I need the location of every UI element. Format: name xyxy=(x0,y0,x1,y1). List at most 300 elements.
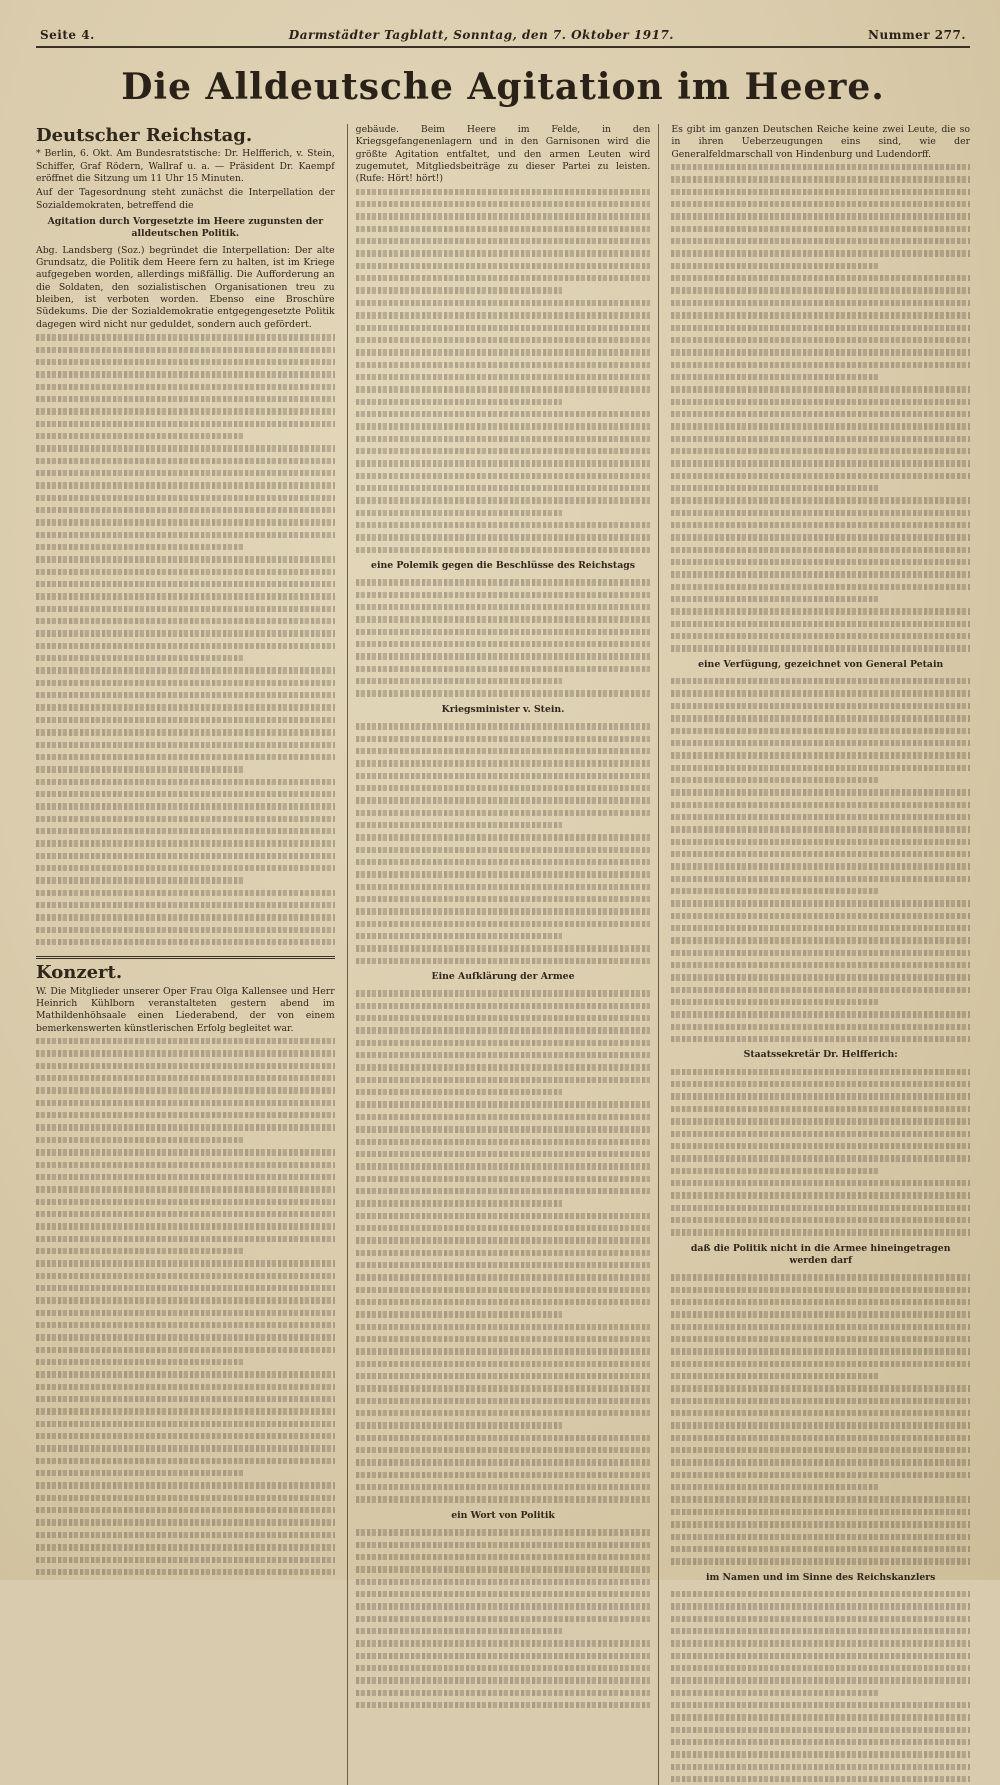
text-line xyxy=(356,383,651,395)
text-line xyxy=(671,568,970,580)
text-line xyxy=(36,479,335,491)
text-line xyxy=(671,725,970,737)
text-line xyxy=(36,837,335,849)
text-line xyxy=(356,844,651,856)
text-line xyxy=(356,1699,651,1711)
text-line xyxy=(356,1419,562,1431)
subheading-aufklaerung: Eine Aufklärung der Armee xyxy=(431,971,575,983)
text-line xyxy=(356,396,562,408)
text-line xyxy=(36,603,335,615)
text-line xyxy=(356,198,651,210)
text-line xyxy=(356,1259,651,1271)
text-line xyxy=(36,492,335,504)
text-line xyxy=(671,873,970,885)
text-line xyxy=(671,1115,970,1127)
text-line xyxy=(36,850,335,862)
text-line xyxy=(671,848,970,860)
text-line xyxy=(356,918,651,930)
text-line xyxy=(36,529,335,541)
text-line xyxy=(671,531,970,543)
text-line xyxy=(36,1233,335,1245)
text-line xyxy=(671,1078,970,1090)
text-line xyxy=(36,381,335,393)
text-line xyxy=(356,576,651,588)
text-line xyxy=(671,675,970,687)
text-line xyxy=(36,1196,335,1208)
text-line xyxy=(356,675,562,687)
text-line xyxy=(36,887,335,899)
text-line xyxy=(671,1543,970,1555)
subheading-reichskanzler: im Namen und im Sinne des Reichskanzlers xyxy=(705,1571,936,1583)
text-line xyxy=(36,1554,335,1566)
text-line xyxy=(671,284,970,296)
text-line xyxy=(36,862,335,874)
text-line xyxy=(356,1613,651,1625)
text-line xyxy=(671,910,970,922)
text-line xyxy=(671,618,970,630)
text-line xyxy=(36,825,335,837)
text-line xyxy=(356,613,651,625)
subheading-helfferich: Staatssekretär Dr. Helfferich: xyxy=(743,1049,898,1061)
text-line xyxy=(356,1551,651,1563)
text-line xyxy=(36,418,335,430)
text-line xyxy=(356,346,651,358)
text-line xyxy=(671,470,970,482)
text-line xyxy=(356,807,651,819)
text-line xyxy=(671,1650,970,1662)
text-line xyxy=(356,322,651,334)
text-line xyxy=(36,1368,335,1380)
text-line xyxy=(671,173,970,185)
text-line xyxy=(356,1086,562,1098)
text-line xyxy=(671,1128,970,1140)
text-line xyxy=(356,1563,651,1575)
text-line xyxy=(671,934,970,946)
text-line xyxy=(671,322,970,334)
text-line xyxy=(671,1687,880,1699)
text-line xyxy=(671,1382,970,1394)
text-line xyxy=(671,996,880,1008)
text-line xyxy=(356,445,651,457)
text-line xyxy=(356,930,562,942)
text-line xyxy=(356,1037,651,1049)
text-line xyxy=(671,1165,880,1177)
text-body-filler xyxy=(671,1066,970,1239)
text-line xyxy=(36,1072,335,1084)
text-line xyxy=(671,1152,970,1164)
text-line xyxy=(36,664,335,676)
text-body-filler xyxy=(356,720,651,967)
text-line xyxy=(671,1518,970,1530)
text-line xyxy=(356,1136,651,1148)
text-line xyxy=(356,1469,651,1481)
text-line xyxy=(356,782,651,794)
text-line xyxy=(36,393,335,405)
text-line xyxy=(671,836,970,848)
text-line xyxy=(356,359,651,371)
text-line xyxy=(356,1321,651,1333)
text-line xyxy=(671,605,970,617)
text-line xyxy=(671,247,970,259)
text-line xyxy=(671,1588,970,1600)
text-line xyxy=(356,1588,651,1600)
text-line xyxy=(36,1270,335,1282)
text-line xyxy=(356,1674,651,1686)
text-line xyxy=(356,408,651,420)
text-line xyxy=(356,1481,651,1493)
text-line xyxy=(356,334,651,346)
text-line xyxy=(36,331,335,343)
text-line xyxy=(356,955,651,967)
text-line xyxy=(356,987,651,999)
text-line xyxy=(671,1189,970,1201)
text-line xyxy=(671,1748,970,1760)
text-line xyxy=(356,1160,651,1172)
text-line xyxy=(356,687,651,699)
text-line xyxy=(671,556,970,568)
text-line xyxy=(356,247,651,259)
text-line xyxy=(36,1319,335,1331)
text-line xyxy=(356,1296,651,1308)
text-line xyxy=(671,1008,970,1020)
text-line xyxy=(671,1271,970,1283)
text-line xyxy=(36,1381,335,1393)
text-line xyxy=(36,776,335,788)
text-line xyxy=(356,1098,651,1110)
text-line xyxy=(36,1455,335,1467)
text-line xyxy=(356,1247,651,1259)
text-line xyxy=(36,1282,335,1294)
text-line xyxy=(671,786,970,798)
article-paragraph: Abg. Landsberg (Soz.) begründet die Interpellation: Der alte Grundsatz, die Politik dem Heere fern zu halten, ist im Kriege aufgegeben worden, allerdings mißfällig. Die Aufforderung an die Soldaten, den sozialistischen Organisationen treu zu bleiben, ist verboten worden. Ebenso eine Broschüre Südekums. Die der Sozialdemokratie entgegengesetzte Politik dagegen wird nicht nur geduldet, sondern auch gefördert. xyxy=(36,244,335,330)
text-line xyxy=(671,1432,970,1444)
text-line xyxy=(356,881,651,893)
text-body-filler xyxy=(671,1271,970,1567)
text-line xyxy=(36,1541,335,1553)
text-line xyxy=(356,223,651,235)
text-line xyxy=(36,677,335,689)
article-paragraph: gebäude. Beim Heere im Felde, in den Kriegsgefangenenlagern und in den Garnisonen wird die größte Agitation entfaltet, und den armen Leuten wird zugemutet, Mitgliedsbeiträge zu dieser Partei zu leisten. (Rufe: Hört! hört!) xyxy=(355,124,651,185)
text-line xyxy=(36,1146,335,1158)
text-line xyxy=(36,1307,335,1319)
text-line xyxy=(671,433,970,445)
text-line xyxy=(36,541,245,553)
text-line xyxy=(36,924,335,936)
text-line xyxy=(356,519,651,531)
text-line xyxy=(356,1687,651,1699)
text-line xyxy=(671,885,880,897)
text-line xyxy=(356,1539,651,1551)
text-line xyxy=(356,470,651,482)
text-line xyxy=(356,433,651,445)
text-line xyxy=(36,874,245,886)
text-line xyxy=(36,578,335,590)
text-line xyxy=(36,1393,335,1405)
page-number: Seite 4. xyxy=(40,28,95,42)
text-line xyxy=(671,482,880,494)
text-body-filler xyxy=(36,331,335,948)
text-line xyxy=(671,1444,970,1456)
text-line xyxy=(36,344,335,356)
text-line xyxy=(356,1173,651,1185)
text-body-filler xyxy=(356,186,651,556)
text-line xyxy=(356,819,562,831)
text-line xyxy=(356,745,651,757)
text-line xyxy=(671,346,970,358)
text-line xyxy=(36,1121,335,1133)
text-line xyxy=(36,566,335,578)
text-line xyxy=(671,457,970,469)
text-line xyxy=(671,687,970,699)
text-line xyxy=(356,1185,651,1197)
text-line xyxy=(671,1395,970,1407)
text-line xyxy=(356,1650,651,1662)
text-line xyxy=(671,1214,970,1226)
text-line xyxy=(671,1140,970,1152)
text-line xyxy=(36,553,335,565)
text-line xyxy=(356,1358,651,1370)
text-line xyxy=(36,714,335,726)
text-line xyxy=(36,640,335,652)
text-line xyxy=(36,739,335,751)
subheading-politik: ein Wort von Politik xyxy=(451,1509,555,1521)
text-line xyxy=(671,420,970,432)
text-line xyxy=(356,1662,651,1674)
text-line xyxy=(36,1331,335,1343)
text-line xyxy=(671,630,970,642)
text-line xyxy=(671,1600,970,1612)
text-line xyxy=(36,615,335,627)
text-line xyxy=(36,1442,335,1454)
text-line xyxy=(356,1061,651,1073)
text-line xyxy=(671,1699,970,1711)
text-line xyxy=(671,1308,970,1320)
text-line xyxy=(356,770,651,782)
text-line xyxy=(671,519,970,531)
text-line xyxy=(36,763,245,775)
text-line xyxy=(671,235,970,247)
text-line xyxy=(356,494,651,506)
text-line xyxy=(356,309,651,321)
text-line xyxy=(671,593,880,605)
text-line xyxy=(671,823,970,835)
text-line xyxy=(671,445,970,457)
subheading-politik-armee: daß die Politik nicht in die Armee hineingetragen werden darf xyxy=(690,1242,951,1266)
text-line xyxy=(356,420,651,432)
text-line xyxy=(671,297,970,309)
text-line xyxy=(356,589,651,601)
subheading-polemik: eine Polemik gegen die Beschlüsse des Reichstags xyxy=(371,560,635,572)
text-line xyxy=(36,1208,335,1220)
text-line xyxy=(671,210,970,222)
text-line xyxy=(36,652,245,664)
text-line xyxy=(36,936,335,948)
text-line xyxy=(36,751,335,763)
text-line xyxy=(671,947,970,959)
text-line xyxy=(356,650,651,662)
text-line xyxy=(36,1159,335,1171)
text-line xyxy=(356,1345,651,1357)
text-line xyxy=(356,1637,651,1649)
text-line xyxy=(671,700,970,712)
text-line xyxy=(356,1407,651,1419)
article-lead: * Berlin, 6. Okt. Am Bundesratstische: Dr. Helfferich, v. Stein, Schiffer, Graf Rödern, Wallraf u. a. — Präsident Dr. Kaempf eröffnet die Sitzung um 11 Uhr 15 Minuten. xyxy=(36,148,335,185)
text-line xyxy=(671,494,970,506)
column-3 xyxy=(671,124,970,1785)
text-line xyxy=(356,1308,562,1320)
text-line xyxy=(36,899,335,911)
text-line xyxy=(36,405,335,417)
text-line xyxy=(671,1469,970,1481)
text-line xyxy=(356,1148,651,1160)
text-line xyxy=(671,1103,970,1115)
text-line xyxy=(671,1711,970,1723)
text-line xyxy=(36,1257,335,1269)
section-divider xyxy=(36,956,335,959)
text-line xyxy=(356,507,562,519)
text-line xyxy=(356,1493,651,1505)
text-line xyxy=(671,1370,880,1382)
text-line xyxy=(356,260,651,272)
text-line xyxy=(36,911,335,923)
text-line xyxy=(671,1724,970,1736)
text-line xyxy=(356,297,651,309)
text-line xyxy=(356,794,651,806)
text-line xyxy=(356,1444,651,1456)
text-line xyxy=(671,774,880,786)
text-line xyxy=(36,368,335,380)
text-line xyxy=(356,210,651,222)
text-line xyxy=(356,482,651,494)
text-line xyxy=(36,800,335,812)
text-body-filler xyxy=(671,161,970,655)
text-line xyxy=(671,1419,970,1431)
text-line xyxy=(356,1000,651,1012)
text-line xyxy=(671,1033,970,1045)
text-line xyxy=(356,1526,651,1538)
text-line xyxy=(671,1674,970,1686)
text-line xyxy=(356,1576,651,1588)
text-line xyxy=(671,1662,970,1674)
text-line xyxy=(356,1370,651,1382)
text-line xyxy=(36,1294,335,1306)
text-line xyxy=(671,1736,970,1748)
text-line xyxy=(356,1333,651,1345)
text-line xyxy=(671,1761,970,1773)
text-line xyxy=(671,1407,970,1419)
text-line xyxy=(356,1625,562,1637)
text-line xyxy=(671,1284,970,1296)
text-body-filler xyxy=(671,1588,970,1785)
text-body-filler xyxy=(36,1035,335,1578)
text-line xyxy=(671,1493,970,1505)
text-line xyxy=(36,788,335,800)
text-line xyxy=(36,627,335,639)
column-1 xyxy=(36,124,335,1785)
text-line xyxy=(36,430,245,442)
text-line xyxy=(36,1356,245,1368)
text-body-filler xyxy=(356,1526,651,1711)
text-line xyxy=(671,334,970,346)
text-line xyxy=(356,1210,651,1222)
text-line xyxy=(356,186,651,198)
text-line xyxy=(356,1395,651,1407)
text-line xyxy=(671,712,970,724)
text-line xyxy=(356,457,651,469)
subheading-agitation: Agitation durch Vorgesetzte im Heere zugunsten der alldeutschen Politik. xyxy=(47,216,324,240)
text-line xyxy=(671,371,880,383)
text-line xyxy=(671,1321,970,1333)
text-line xyxy=(671,359,970,371)
text-line xyxy=(36,1344,335,1356)
text-line xyxy=(36,516,335,528)
article-columns xyxy=(36,124,970,1785)
masthead: Darmstädter Tagblatt, Sonntag, den 7. Oktober 1917. xyxy=(288,28,674,42)
text-line xyxy=(356,1234,651,1246)
text-line xyxy=(671,799,970,811)
text-line xyxy=(36,1183,335,1195)
article-paragraph: Auf der Tagesordnung steht zunächst die Interpellation der Sozialdemokraten, betreffend die xyxy=(36,187,335,211)
text-line xyxy=(36,1418,335,1430)
text-line xyxy=(671,383,970,395)
text-line xyxy=(356,1197,562,1209)
column-2 xyxy=(347,124,660,1785)
text-line xyxy=(356,1600,651,1612)
text-line xyxy=(36,455,335,467)
text-line xyxy=(36,1047,335,1059)
text-line xyxy=(671,1555,970,1567)
text-line xyxy=(671,1345,970,1357)
text-line xyxy=(356,235,651,247)
text-line xyxy=(36,689,335,701)
text-line xyxy=(36,701,335,713)
text-line xyxy=(36,1479,335,1491)
text-line xyxy=(356,733,651,745)
text-line xyxy=(36,1109,335,1121)
text-line xyxy=(671,1202,970,1214)
text-line xyxy=(356,856,651,868)
article-lead: W. Die Mitglieder unserer Oper Frau Olga Kallensee und Herr Heinrich Kühlborn veranstalteten gestern abend im Mathildenhöhsaale einen Liederabend, der von einem bemerkenswerten künstlerischen Erfolg begleitet war. xyxy=(36,985,335,1034)
text-line xyxy=(671,1226,970,1238)
text-line xyxy=(36,1430,335,1442)
text-line xyxy=(36,1492,335,1504)
issue-number: Nummer 277. xyxy=(868,28,966,42)
subheading-kriegsminister: Kriegsminister v. Stein. xyxy=(441,703,565,715)
text-line xyxy=(671,1177,970,1189)
text-line xyxy=(671,309,970,321)
text-line xyxy=(356,1271,651,1283)
text-line xyxy=(36,1504,335,1516)
text-line xyxy=(356,1024,651,1036)
text-line xyxy=(671,1333,970,1345)
text-line xyxy=(36,442,335,454)
text-line xyxy=(36,1405,335,1417)
text-line xyxy=(671,1481,880,1493)
text-line xyxy=(356,1432,651,1444)
text-line xyxy=(356,868,651,880)
text-line xyxy=(356,1456,651,1468)
text-line xyxy=(671,544,970,556)
text-line xyxy=(36,1097,335,1109)
text-line xyxy=(671,1066,970,1078)
text-line xyxy=(36,467,335,479)
text-line xyxy=(671,959,970,971)
text-line xyxy=(356,1012,651,1024)
text-line xyxy=(671,1358,970,1370)
text-line xyxy=(671,737,970,749)
text-line xyxy=(356,1049,651,1061)
article-paragraph: Es gibt im ganzen Deutschen Reiche keine zwei Leute, die so in ihren Ueberzeugungen eins sind, wie der Generalfeldmarschall von Hindenburg und Ludendorff. xyxy=(671,124,971,160)
